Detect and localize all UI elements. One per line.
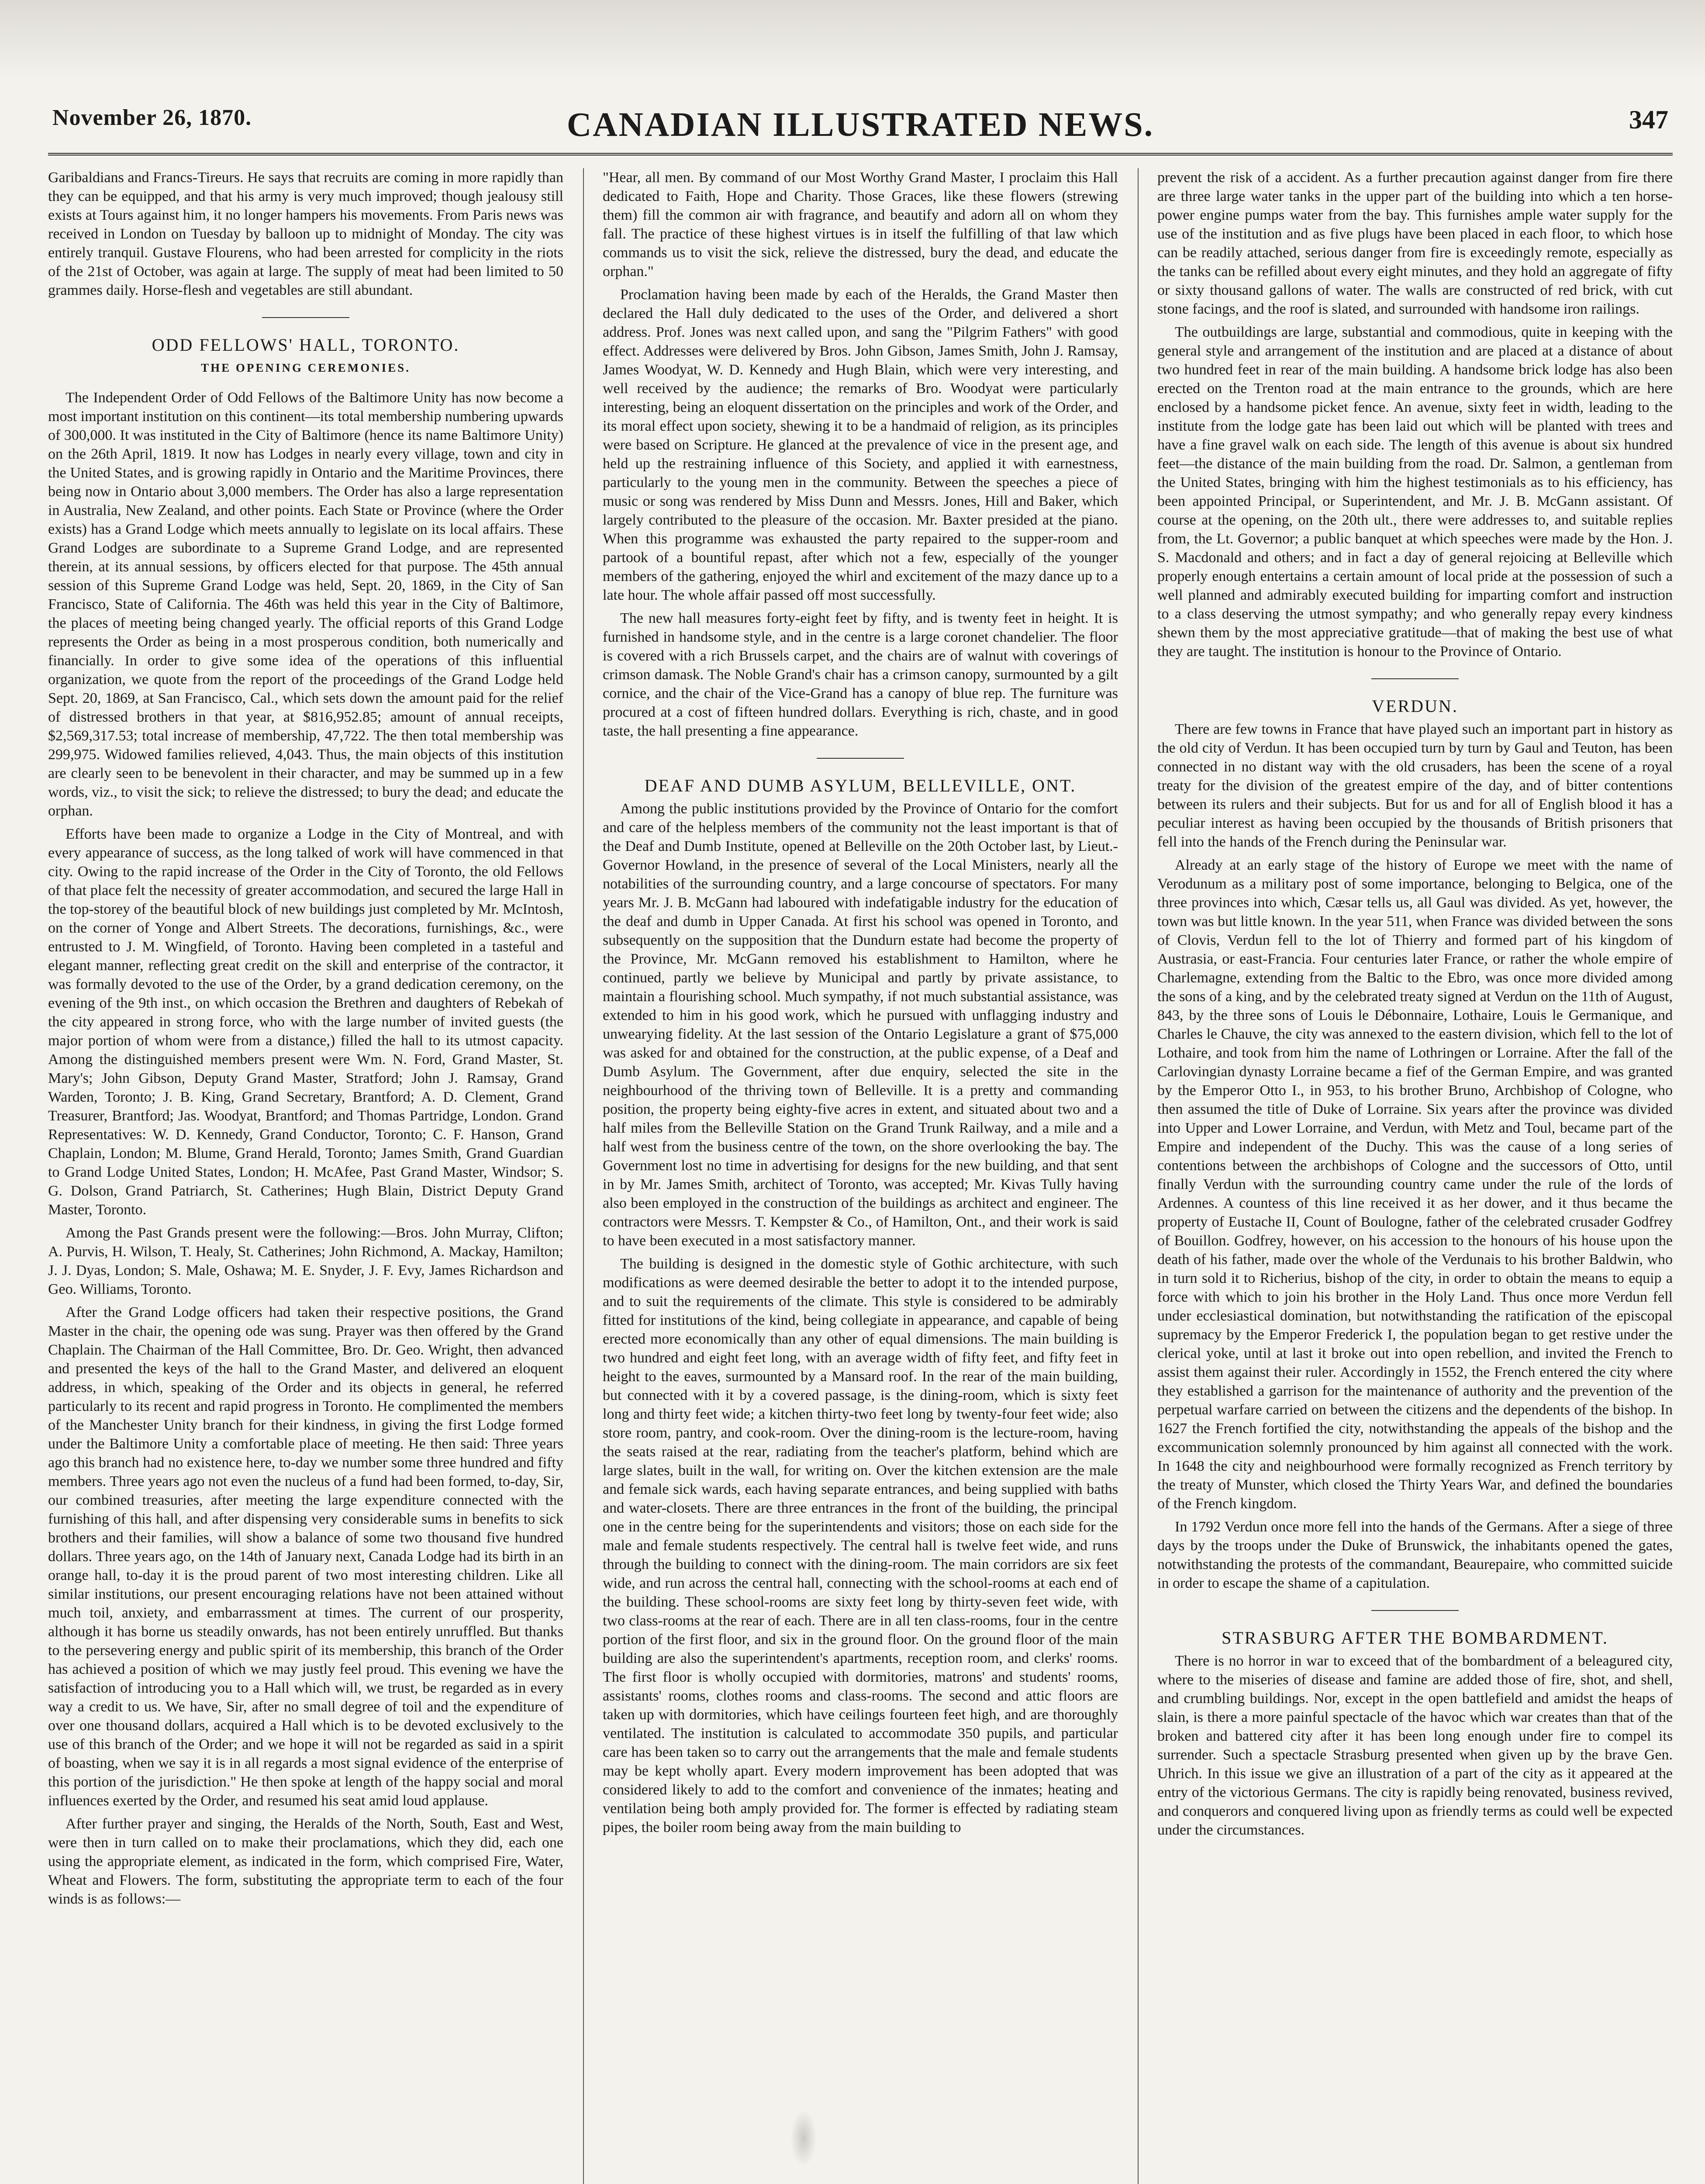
article-paragraph: Proclamation having been made by each of the Heralds, the Grand Master then declared the Hall duly dedicated to the uses of the Order, and delivered a short address. Prof. Jones was next called upon, and sang the "Pilgrim Fathers" with good effect. Addresses were delivered by Bros. John Gibson, James Smith, John J. Ramsay, James Woodyat, W. D. Kennedy and Hugh Blain, which were very interesting, and well received by the audience; the remarks of Bro. Woodyat were particularly interesting, being an eloquent dissertation on the principles and work of the Order, and its moral effect upon society, shewing it to be a handmaid of religion, as its principles were based on Scripture. He glanced at the prevalence of vice in the present age, and held up the restraining influence of this Society, and applied it with earnestness, particularly to the young men in the community. Between the speeches a piece of music or song was rendered by Miss Dunn and Messrs. Jones, Hill and Baker, which largely contributed to the pleasure of the occasion. Mr. Baxter presided at the piano. When this programme was exhausted the party repaired to the supper-room and partook of a bountiful repast, after which not a few, especially of the younger members of the gathering, enjoyed the whirl and excitement of the mazy dance up to a late hour. The whole affair passed off most successfully. [603,287,1118,603]
article-paragraph: There is no horror in war to exceed that of the bombardment of a beleagured city, where to the miseries of disease and famine are added those of fire, shot, and shell, and crumbling buildings. Nor, except in the open battlefield and amidst the heaps of slain, is there a more painful spectacle of the havoc which war creates than that of the broken and battered city after it has been long enough under fire to compel its surrender. Such a spectacle Strasburg presented when given up by the brave Gen. Uhrich. In this issue we give an illustration of a part of the city as it appeared at the entry of the victorious Germans. The city is rapidly being renovated, business revived, and conquerors and conquered living upon as friendly terms as could well be expected under the circumstances. [1157,1653,1673,1838]
article-heading-odd-fellows: ODD FELLOWS' HALL, TORONTO. [152,335,460,355]
article-paragraph: Already at an early stage of the history of Europe we meet with the name of Verodunum as a military post of some importance, belonging to Belgica, one of the three provinces into which, Cæsar tells us, all Gaul was divided. As yet, however, the town was but little known. In the year 511, when France was divided between the sons of Clovis, Verdun fell to the lot of Thierry and formed part of his kingdom of Austrasia, or east-Francia. Four centuries later France, or rather the whole empire of Charlemagne, extending from the Baltic to the Ebro, was once more divided among the sons of a king, and by the celebrated treaty signed at Verdun on the 11th of August, 843, by the three sons of Louis le Débonnaire, Lothaire, Louis le Germanique, and Charles le Chauve, the city was annexed to the eastern division, which fell to the lot of Lothaire, and took from him the name of Lothringen or Lorraine. After the fall of the Carlovingian dynasty Lorraine became a fief of the German Empire, and was granted by the Emperor Otto I., in 953, to his brother Bruno, Archbishop of Cologne, who then assumed the title of Duke of Lorraine. Six years after the province was divided into Upper and Lower Lorraine, and Verdun, with Metz and Toul, became part of the Empire and independent of the Duchy. This was the cause of a long series of contentions between the archbishops of Cologne and the successors of Otto, until finally Verdun with the surrounding country came under the rule of the lords of Ardennes. A countess of this line received it as her dower, and it thus became the property of Eustache II, Count of Boulogne, father of the celebrated crusader Godfrey of Bouillon. Godfrey, however, on his accession to the honours of his house upon the death of his father, made over the whole of the Verdunais to his brother Baldwin, who in turn sold it to Richerius, bishop of the city, in order to obtain the means to equip a force with which to join his brother in the Holy Land. Thus once more Verdun fell under ecclesiastical domination, but notwithstanding the ratification of the episcopal supremacy by the Emperor Frederick I, the population began to get restive under the clerical yoke, until at last it broke out into open rebellion, and invited the French to assist them against their ruler. Accordingly in 1552, the French entered the city where they established a garrison for the maintenance of authority and the prevention of the perpetual warfare carried on between the citizens and the dependents of the bishop. In 1627 the French fortified the city, notwithstanding the appeals of the bishop and the excommunication solemnly pronounced by him against all connected with the work. In 1648 the city and neighbourhood were formally recognized as French territory by the treaty of Munster, which closed the Thirty Years War, and defined the boundaries of the French kingdom. [1157,857,1673,1512]
newspaper-title: CANADIAN ILLUSTRATED NEWS. [566,105,1154,143]
column-divider [583,168,584,2184]
article-heading-deaf-dumb-asylum: DEAF AND DUMB ASYLUM, BELLEVILLE, ONT. [644,776,1077,795]
article-paragraph: After the Grand Lodge officers had taken their respective positions, the Grand Master in the chair, the opening ode was sung. Prayer was then offered by the Grand Chaplain. The Chairman of the Hall Committee, Bro. Dr. Geo. Wright, then advanced and presented the keys of the hall to the Grand Master, and delivered an eloquent address, in which, speaking of the Order and its objects in general, he referred particularly to its recent and rapid progress in Toronto. He complimented the members of the Manchester Unity branch for their kindness, in giving the first Lodge formed under the Baltimore Unity a comfortable place of meeting. He then said: Three years ago this branch had no existence here, to-day we number some three hundred and fifty members. Three years ago not even the nucleus of a fund had been formed, to-day, Sir, our combined treasuries, after meeting the large expenditure connected with the furnishing of this hall, and after dispensing very considerable sums in benefits to sick brothers and their families, will show a balance of some two thousand five hundred dollars. Three years ago, on the 14th of January next, Canada Lodge had its birth in an orange hall, to-day it is the proud parent of two most interesting children. Like all similar institutions, our present encouraging relations have not been attained without much toil, anxiety, and embarrassment at times. The current of our prosperity, although it has borne us steadily onwards, has not been entirely unruffled. But thanks to the persevering energy and public spirit of its membership, this branch of the Order has achieved a position of which we may justly feel proud. This evening we have the satisfaction of introducing you to a Hall which will, we trust, be regarded as in every way a credit to us. We have, Sir, after no small degree of toil and the expenditure of over one thousand dollars, acquired a Hall which is to be devoted exclusively to the use of this branch of the Order; and we hope it will not be regarded as said in a spirit of boasting, when we say it is in all regards a most signal evidence of the enterprise of this portion of the jurisdiction." He then spoke at length of the happy social and moral influences exerted by the Order, and resumed his seat amid loud applause. [48,1304,563,1809]
column-3 [1157,168,1673,2184]
article-paragraph: The new hall measures forty-eight feet by fifty, and is twenty feet in height. It is furnished in handsome style, and in the centre is a large coronet chandelier. The floor is covered with a rich Brussels carpet, and the chairs are of walnut with coverings of crimson damask. The Noble Grand's chair has a crimson canopy, surmounted by a gilt cornice, and the chair of the Vice-Grand has a canopy of blue rep. The furniture was procured at a cost of fifteen hundred dollars. Everything is rich, chaste, and in good taste, the hall presenting a fine appearance. [603,610,1118,739]
column-1 [48,168,563,2184]
section-divider [817,758,904,759]
page-number: 347 [1629,105,1668,134]
article-subheading: THE OPENING CEREMONIES. [201,361,411,374]
article-paragraph: In 1792 Verdun once more fell into the hands of the Germans. After a siege of three days by the troops under the Duke of Brunswick, the inhabitants opened the gates, notwithstanding the protests of the commandant, Beaurepaire, who committed suicide in order to escape the shame of a capitulation. [1157,1519,1673,1591]
article-paragraph: "Hear, all men. By command of our Most Worthy Grand Master, I proclaim this Hall dedicated to Faith, Hope and Charity. Those Graces, like these flowers (strewing them) fill the common air with fragrance, and beautify and adorn all on whom they fall. The practice of these highest virtues is in itself the fulfilling of that law which commands us to visit the sick, relieve the distressed, bury the dead, and educate the orphan." [603,169,1118,280]
article-heading-verdun: VERDUN. [1372,696,1458,716]
article-paragraph: After further prayer and singing, the Heralds of the North, South, East and West, were then in turn called on to make their proclamations, which they did, each one using the appropriate element, as indicated in the form, which comprised Fire, Water, Wheat and Flowers. The form, substituting the appropriate term to each of the four winds is as follows:— [48,1816,563,1907]
article-continuation: Garibaldians and Francs-Tireurs. He says that recruits are coming in more rapidly than they can be equipped, and that his army is very much improved; though jealousy still exists at Tours against him, it no longer hampers his movements. From Paris news was received in London on Tuesday by balloon up to midnight of Monday. The city was entirely tranquil. Gustave Flourens, who had been arrested for complicity in the riots of the 21st of October, was again at large. The supply of meat had been limited to 50 grammes daily. Horse-flesh and vegetables are still abundant. [48,169,563,298]
section-divider [1371,678,1459,679]
section-divider [262,317,349,318]
article-paragraph: The building is designed in the domestic style of Gothic architecture, with such modifications as were deemed desirable the better to adopt it to the intended purpose, and to suit the requirements of the climate. This style is considered to be admirably fitted for institutions of the kind, being collegiate in appearance, and capable of being erected more economically than any other of equal dimensions. The main building is two hundred and eight feet long, with an average width of fifty feet, and fifty feet in height to the eaves, surmounted by a Mansard roof. In the rear of the main building, but connected with it by a covered passage, is the dining-room, which is sixty feet long and thirty feet wide; a kitchen thirty-two feet long by twenty-four feet wide; also store room, pantry, and cook-room. Over the dining-room is the lecture-room, having the seats raised at the rear, radiating from the teacher's platform, behind which are large slates, built in the wall, for writing on. Over the kitchen extension are the male and female sick wards, each having separate entrances, and being supplied with baths and water-closets. There are three entrances in the front of the building, the principal one in the centre being for the superintendents and visitors; those on each side for the male and female students respectively. The central hall is twelve feet wide, and runs through the building to connect with the dining-room. The main corridors are six feet wide, and run across the central hall, connecting with the school-rooms at each end of the building. These school-rooms are sixty feet long by thirty-seven feet wide, with two class-rooms at the rear of each. There are in all ten class-rooms, four in the centre portion of the first floor, and six in the ground floor. On the ground floor of the main building are also the superintendent's apartments, reception room, and clerks' rooms. The first floor is wholly occupied with dormitories, matrons' and students' rooms, assistants' rooms, clothes rooms and class-rooms. The second and attic floors are taken up with dormitories, which have ceilings fourteen feet high, and are thoroughly ventilated. The institution is calculated to accommodate 350 pupils, and particular care has been taken so to carry out the arrangements that the male and female students may be kept wholly apart. Every modern improvement has been adopted that was considered likely to add to the comfort and convenience of the inmates; heating and ventilation being both amply provided for. The former is effected by radiating steam pipes, the boiler room being away from the main building to [603,1256,1118,1835]
column-divider [1138,168,1139,2184]
column-2 [603,168,1118,2184]
article-paragraph: Among the Past Grands present were the following:—Bros. John Murray, Clifton; A. Purvis, H. Wilson, T. Healy, St. Catherines; John Richmond, A. Mackay, Hamilton; J. J. Dyas, London; S. Male, Oshawa; M. E. Snyder, J. F. Evy, James Richardson and Geo. Williams, Toronto. [48,1225,563,1297]
article-paragraph: Efforts have been made to organize a Lodge in the City of Montreal, and with every appearance of success, as the long talked of work will have commenced in that city. Owing to the rapid increase of the Order in the City of Toronto, the old Fellows of that place felt the necessity of greater accommodation, and secured the large Hall in the top-storey of the beautiful block of new buildings just completed by Mr. McIntosh, on the corner of Yonge and Albert Streets. The decorations, furnishings, &c., were entrusted to J. M. Wingfield, of Toronto. Having been completed in a tasteful and elegant manner, reflecting great credit on the skill and enterprise of the contractor, it was formally devoted to the use of the Order, by a grand dedication ceremony, on the evening of the 9th inst., on which occasion the Brethren and daughters of Rebekah of the city appeared in strong force, who with the large number of invited guests (the major portion of whom were from a distance,) filled the hall to its utmost capacity. Among the distinguished members present were Wm. N. Ford, Grand Master, St. Mary's; John Gibson, Deputy Grand Master, Stratford; John J. Ramsay, Grand Warden, Toronto; J. B. King, Grand Secretary, Brantford; A. D. Clement, Grand Treasurer, Brantford; Jas. Woodyat, Brantford; and Thomas Partridge, London. Grand Representatives: W. D. Kennedy, Grand Conductor, Toronto; C. F. Hanson, Grand Chaplain, London; M. Blume, Grand Herald, Toronto; James Smith, Grand Guardian to Grand Lodge United States, London; H. McAfee, Past Grand Master, Windsor; S. G. Dolson, Grand Patriarch, St. Catherines; Hugh Blain, District Deputy Grand Master, Toronto. [48,826,563,1218]
ink-smudge [790,2110,817,2167]
newspaper-page [48,74,1673,2184]
issue-date: November 26, 1870. [52,105,252,130]
article-heading-strasburg: STRASBURG AFTER THE BOMBARDMENT. [1222,1628,1608,1648]
article-paragraph: Among the public institutions provided by the Province of Ontario for the comfort and care of the helpless members of the community not the least important is that of the Deaf and Dumb Institute, opened at Belleville on the 20th October last, by Lieut.-Governor Howland, in the presence of several of the Local Ministers, nearly all the notabilities of the surrounding country, and a large concourse of spectators. For many years Mr. J. B. McGann had laboured with indefatigable industry for the education of the deaf and dumb in Upper Canada. At first his school was opened in Toronto, and subsequently on the supposition that the Dundurn estate had become the property of the Province, Mr. McGann removed his establishment to Hamilton, where he continued, partly we believe by Municipal and partly by private assistance, to maintain a flourishing school. Much sympathy, if not much substantial assistance, was extended to him in his good work, which he pursued with unflagging industry and unwearying fidelity. At the last session of the Ontario Legislature a grant of $75,000 was asked for and obtained for the construction, at the public expense, of a Deaf and Dumb Asylum. The Government, after due enquiry, selected the site in the neighbourhood of the thriving town of Belleville. It is a pretty and commanding position, the property being eighty-five acres in extent, and situated about two and a half miles from the Belleville Station on the Grand Trunk Railway, and a mile and a half west from the business centre of the town, on the shore overlooking the bay. The Government lost no time in advertising for designs for the new building, and that sent in by Mr. James Smith, architect of Toronto, was accepted; Mr. Kivas Tully having also been employed in the construction of the buildings as architect and engineer. The contractors were Messrs. T. Kempster & Co., of Hamilton, Ont., and their work is said to have been executed in a most satisfactory manner. [603,801,1118,1249]
article-paragraph: There are few towns in France that have played such an important part in history as the old city of Verdun. It has been occupied turn by turn by Gaul and Teuton, has been connected in no distant way with the old crusaders, has been the scene of a royal treaty for the division of the greatest empire of the day, and of bitter contentions between its rulers and their subjects. But for us and for all of English blood it has a peculiar interest as having been occupied by the thousands of British prisoners that fell into the hands of the French during the Peninsular war. [1157,721,1673,850]
section-divider [1371,1610,1459,1611]
masthead [48,100,1673,156]
article-paragraph: The Independent Order of Odd Fellows of the Baltimore Unity has now become a most important institution on this continent—its total membership numbering upwards of 300,000. It was instituted in the City of Baltimore (hence its name Baltimore Unity) on the 26th April, 1819. It now has Lodges in nearly every village, town and city in the United States, and is growing rapidly in Ontario and the Maritime Provinces, there being now in Ontario about 3,000 members. The Order has also a large representation in Australia, New Zealand, and other points. Each State or Province (where the Order exists) has a Grand Lodge which meets annually to legislate on its local affairs. These Grand Lodges are subordinate to a Supreme Grand Lodge, and are represented therein, at its annual sessions, by officers elected for that purpose. The 45th annual session of this Supreme Grand Lodge was held, Sept. 20, 1869, in the City of San Francisco, State of California. The 46th was held this year in the City of Baltimore, the places of meeting being changed yearly. The official reports of this Grand Lodge represents the Order as being in a most prosperous condition, both numerically and financially. In order to give some idea of the operations of this influential organization, we quote from the report of the proceedings of the Grand Lodge held Sept. 20, 1869, at San Francisco, Cal., which sets down the amount paid for the relief of distressed brothers in that year, at $816,952.85; amount of annual receipts, $2,569,317.53; total increase of membership, 47,722. The then total membership was 299,975. Widowed families relieved, 4,043. Thus, the main objects of this institution are clearly seen to be benevolent in their character, and may be summed up in a few words, viz., to visit the sick; to relieve the distressed; to bury the dead; and educate the orphan. [48,390,563,819]
paper-texture [0,0,1705,79]
article-paragraph: prevent the risk of a accident. As a further precaution against danger from fire there are three large water tanks in the upper part of the building into which a ten horse-power engine pumps water from the bay. This furnishes ample water supply for the use of the institution and as five plugs have been placed in each floor, to which hose can be readily attached, serious danger from fire is exceedingly remote, especially as the tanks can be refilled about every eight minutes, and they hold an aggregate of fifty or sixty thousand gallons of water. The walls are constructed of red brick, with cut stone facings, and the roof is slated, and surrounded with handsome iron railings. [1157,169,1673,317]
article-paragraph: The outbuildings are large, substantial and commodious, quite in keeping with the general style and arrangement of the institution and are placed at a distance of about two hundred feet in rear of the main building. A handsome brick lodge has also been erected on the Trenton road at the main entrance to the grounds, which are here enclosed by a handsome picket fence. An avenue, sixty feet in width, leading to the institute from the lodge gate has been laid out which will be planted with trees and have a fine gravel walk on each side. The length of this avenue is about six hundred feet—the distance of the main building from the road. Dr. Salmon, a gentleman from the United States, bringing with him the highest testimonials as to his efficiency, has been appointed Principal, or Superintendent, and Mr. J. B. McGann assistant. Of course at the opening, on the 20th ult., there were addresses to, and suitable replies from, the Lt. Governor; a public banquet at which speeches were made by the Hon. J. S. Macdonald and others; and in fact a day of general rejoicing at Belleville which properly enough entertains a certain amount of local pride at the possession of such a well planned and admirably executed building for imparting comfort and instruction to a class deserving the utmost sympathy; and who generally repay every kindness shewn them by the most appreciative gratitude—that of making the best use of what they are taught. The institution is honour to the Province of Ontario. [1157,324,1673,660]
